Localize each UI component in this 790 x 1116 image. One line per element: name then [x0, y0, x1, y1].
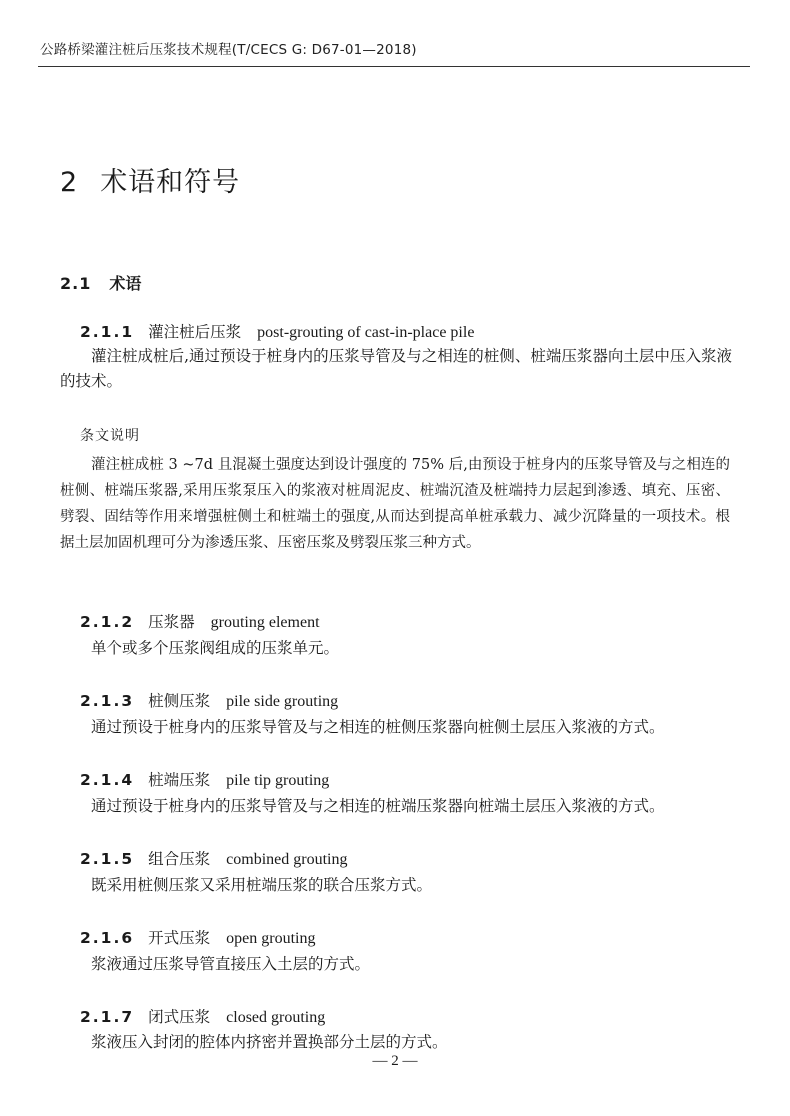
- term-heading: [80, 768, 329, 790]
- term-number: 2.1.5: [80, 850, 135, 868]
- term-chinese: 闭式压浆: [148, 1008, 211, 1026]
- chapter-heading: [60, 160, 240, 199]
- running-header: 公路桥梁灌注桩后压浆技术规程(T/CECS G: D67-01—2018): [40, 42, 417, 58]
- term-chinese: 组合压浆: [148, 850, 211, 868]
- term-english: closed grouting: [226, 1009, 326, 1026]
- term-chinese: 开式压浆: [148, 929, 211, 947]
- term-number: 2.1.6: [80, 929, 135, 947]
- section-title: 术语: [109, 274, 142, 293]
- term-heading: [80, 689, 338, 711]
- term-number: 2.1.7: [80, 1008, 135, 1026]
- term-english: open grouting: [226, 930, 316, 947]
- term-definition: 灌注桩成桩后,通过预设于桩身内的压浆导管及与之相连的桩侧、桩端压浆器向土层中压入浆液的技术。: [60, 347, 732, 390]
- section-number: 2.1: [60, 274, 92, 293]
- term-chinese: 压浆器: [148, 613, 195, 631]
- term-english: post-grouting of cast-in-place pile: [257, 324, 475, 341]
- term-number: 2.1.2: [80, 613, 135, 631]
- term-number: 2.1.4: [80, 771, 135, 789]
- term-definition: 既采用桩侧压浆又采用桩端压浆的联合压浆方式。: [91, 876, 433, 894]
- commentary-title: 条文说明: [80, 428, 140, 444]
- term-english: pile tip grouting: [226, 772, 330, 789]
- term-heading: [80, 610, 320, 632]
- term-heading: [80, 847, 347, 869]
- term-definition: 通过预设于桩身内的压浆导管及与之相连的桩端压浆器向桩端土层压入浆液的方式。: [91, 797, 665, 815]
- term-number: 2.1.1: [80, 323, 135, 341]
- term-definition: 通过预设于桩身内的压浆导管及与之相连的桩侧压浆器向桩侧土层压入浆液的方式。: [91, 718, 665, 736]
- header-divider: [38, 66, 750, 67]
- term-heading: [80, 926, 315, 948]
- chapter-number: 2: [60, 167, 79, 198]
- term-chinese: 桩侧压浆: [148, 692, 211, 710]
- term-english: combined grouting: [226, 851, 348, 868]
- term-heading: [80, 1005, 325, 1027]
- term-english: grouting element: [210, 614, 320, 631]
- term-definition: 浆液通过压浆导管直接压入土层的方式。: [91, 955, 371, 973]
- term-english: pile side grouting: [226, 693, 339, 710]
- term-chinese: 灌注桩后压浆: [148, 323, 242, 341]
- term-chinese: 桩端压浆: [148, 771, 211, 789]
- term-number: 2.1.3: [80, 692, 135, 710]
- page-number: — 2 —: [372, 1053, 418, 1069]
- commentary-text: 灌注桩成桩 3 ~7d 且混凝土强度达到设计强度的 75% 后,由预设于桩身内的压浆导管及与之相连的桩侧、桩端压浆器,采用压浆泵压入的浆液对桩周泥皮、桩端沉渣及桩端持力层起到渗透、填充、压密、劈裂、固结等作用来增强桩侧土和桩端土的强度,从而达到提高单桩承载力、减少沉降量的一项技术。根据土层加固机理可分为渗透压浆、压密压浆及劈裂压浆三种方式。: [60, 457, 730, 551]
- term-definition: 浆液压入封闭的腔体内挤密并置换部分土层的方式。: [91, 1033, 448, 1051]
- term-definition: 单个或多个压浆阀组成的压浆单元。: [91, 639, 340, 657]
- chapter-title: 术语和符号: [100, 167, 241, 198]
- term-heading: [80, 320, 474, 342]
- section-heading: [60, 271, 141, 294]
